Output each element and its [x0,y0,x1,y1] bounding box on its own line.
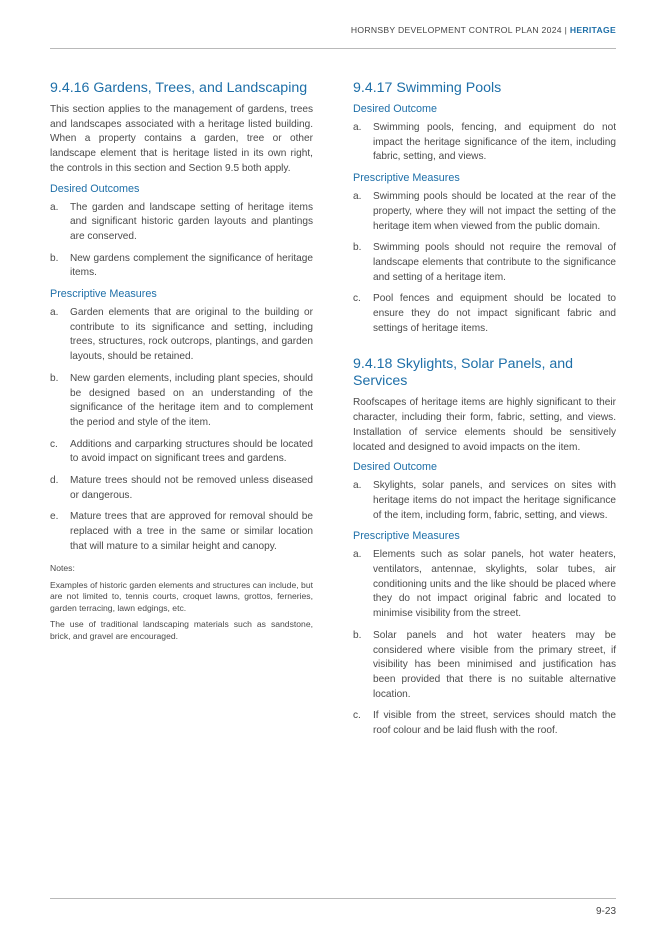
list-item [50,438,313,467]
list-text: Elements such as solar panels, hot water heaters, ventilators, antennae, skylights, solar tubes, air conditioning units and the like should be placed where they do not impact original fabric and located to minimise visibility from the street. [373,549,616,620]
desired-outcomes-list [50,201,313,282]
skylights-intro: Roofscapes of heritage items are highly significant to their character, including their form, fabric, setting, and views. Installation of service elements should be sensitively located and designed to avoid impacts on the item. [353,397,616,453]
list-letter: b. [353,242,362,254]
footer-rule [50,898,616,899]
subheading-desired-outcomes: Desired Outcomes [50,182,140,195]
header-title: HORNSBY DEVELOPMENT CONTROL PLAN 2024 [350,25,562,35]
list-text: The garden and landscape setting of heritage items and significant historic garden layouts and plantings are conserved. [70,201,313,242]
right-column [353,80,616,746]
list-item [50,201,313,245]
list-text: If visible from the street, services should match the roof colour and be laid flush with the roof. [373,710,616,737]
list-text: Swimming pools, fencing, and equipment do not impact the heritage significance of the item, including fabric, setting, and views. [373,122,616,163]
list-letter: a. [50,307,59,319]
section-heading-pools: 9.4.17 Swimming Pools [353,80,502,96]
list-item [353,629,616,703]
list-item [353,292,616,336]
list-text: Garden elements that are original to the building or contribute to its significance and setting, including trees, structures, rock outcrops, plantings, and garden layouts, should be retained. [70,307,313,363]
list-letter: e. [50,511,59,523]
subheading-prescriptive-measures: Prescriptive Measures [353,530,460,543]
list-letter: d. [50,475,59,487]
header-section: HERITAGE [569,25,616,35]
prescriptive-measures-list [50,306,313,555]
gardens-intro: This section applies to the management of gardens, trees and landscapes associated with a heritage listed building. When a property contains a garden, tree or other landscape element that is heritage listed in its own right, the controls in this section and Section 9.5 both apply. [50,104,313,174]
list-item [50,306,313,365]
list-item [353,709,616,738]
subheading-desired-outcome: Desired Outcome [353,461,438,474]
note-text: Examples of historic garden elements and structures can include, but are not limited to, tennis courts, croquet lawns, grottos, ferneries, garden terracing, lawn edgings, etc. [50,579,313,613]
list-letter: a. [353,191,362,203]
list-text: Skylights, solar panels, and services on sites with heritage items do not impact the heritage significance of the item, including form, fabric, setting, and views. [373,480,616,521]
subheading-desired-outcome: Desired Outcome [353,103,438,115]
list-letter: a. [353,480,362,492]
section-heading-skylights: 9.4.18 Skylights, Solar Panels, and Services [353,356,574,390]
notes-label: Notes: [50,562,75,573]
list-item [353,121,616,165]
list-item [50,510,313,554]
left-column [50,80,313,647]
list-letter: c. [353,710,361,722]
pools-desired-list [353,121,616,165]
list-text: New garden elements, including plant species, should be designed based on an understanding of the significance of the heritage item and to complement the period and style of the item. [70,372,313,428]
list-text: Additions and carparking structures should be located to avoid impact on significant trees and gardens. [70,438,313,465]
list-text: Mature trees should not be removed unless diseased or dangerous. [70,475,313,501]
list-letter: a. [353,122,362,133]
list-letter: b. [50,252,59,264]
list-item [353,548,616,622]
list-text: Mature trees that are approved for removal should be replaced with a tree in the same or similar location that will mature to a similar height and canopy. [70,511,313,552]
list-letter: b. [50,372,59,384]
list-letter: a. [50,201,59,213]
section-heading-gardens: 9.4.16 Gardens, Trees, and Landscaping [50,80,308,96]
list-item [50,474,313,503]
skylights-desired-list [353,479,616,523]
list-letter: c. [353,293,361,305]
header-separator: | [564,25,568,35]
page-number: 9-23 [595,906,616,917]
list-letter: b. [353,629,362,641]
list-text: Swimming pools should be located at the rear of the property, where they will not impact the setting of the heritage item when viewed from the public domain. [373,191,616,232]
note-text: The use of traditional landscaping materials such as sandstone, brick, and gravel are encouraged. [50,619,313,641]
list-text: Solar panels and hot water heaters may be considered where visible from the primary street, if visibility has been minimised and justification has been provided that there is no suitable alternative location. [373,629,616,700]
subheading-prescriptive-measures: Prescriptive Measures [50,288,157,301]
list-letter: a. [353,549,362,561]
list-text: New gardens complement the significance of heritage items. [70,252,313,279]
list-item [353,190,616,234]
list-text: Swimming pools should not require the removal of landscape elements that contribute to the significance and setting of a heritage item. [373,242,616,283]
list-letter: c. [50,438,58,450]
skylights-prescriptive-list [353,548,616,738]
list-item [50,372,313,431]
header-rule [50,48,616,49]
list-item [50,252,313,281]
subheading-prescriptive-measures: Prescriptive Measures [353,172,460,185]
list-item [353,479,616,523]
list-text: Pool fences and equipment should be located to ensure they do not impact significant fabric and settings of heritage items. [373,293,616,334]
list-item [353,241,616,285]
running-header [351,25,616,35]
pools-prescriptive-list [353,190,616,336]
